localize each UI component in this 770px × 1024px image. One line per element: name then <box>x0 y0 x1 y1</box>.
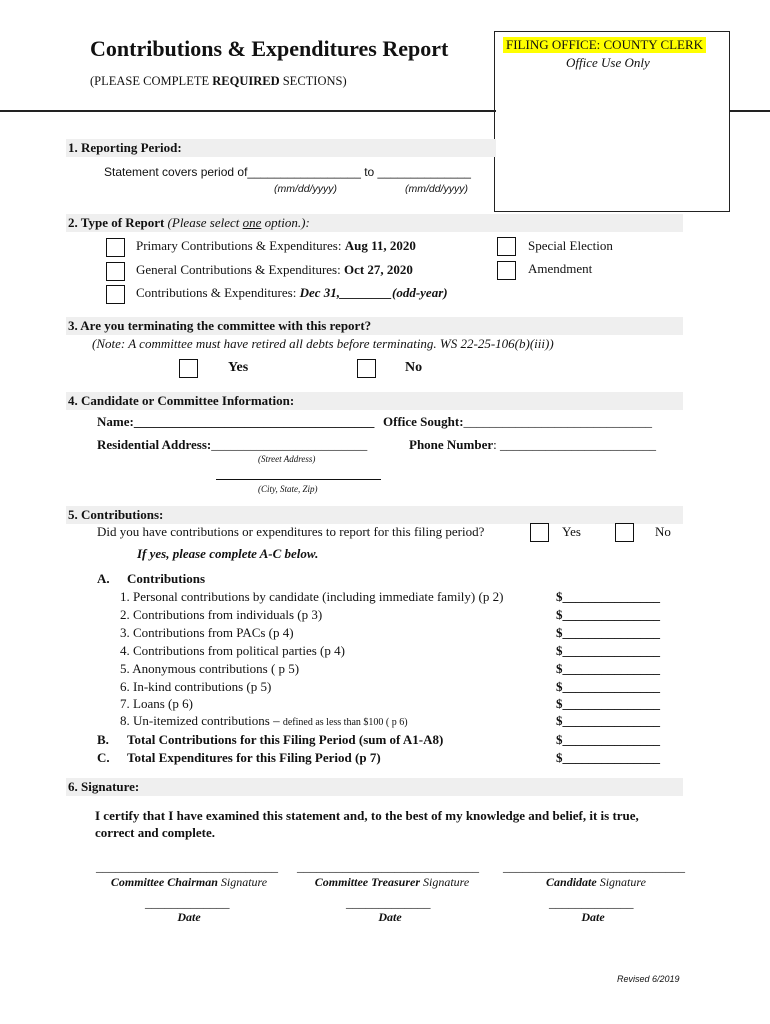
special-election-checkbox[interactable] <box>497 237 516 256</box>
section-a-label: A. <box>97 571 110 586</box>
contribution-item-1: 1. Personal contributions by candidate (including immediate family) (p 2) <box>120 589 504 604</box>
contributions-yes-checkbox[interactable] <box>530 523 549 542</box>
primary-checkbox[interactable] <box>106 238 125 257</box>
terminating-note: (Note: A committee must have retired all debts before terminating. WS 22-25-106(b)(iii)) <box>92 336 554 351</box>
treasurer-signature-caption: Committee Treasurer Signature <box>314 875 470 889</box>
candidate-date-line[interactable]: _____________ <box>549 895 634 910</box>
treasurer-date-line[interactable]: _____________ <box>346 895 431 910</box>
street-address-caption: (Street Address) <box>258 454 316 464</box>
candidate-signature-line[interactable]: ____________________________ <box>503 859 685 874</box>
report-subtitle: (PLEASE COMPLETE REQUIRED SECTIONS) <box>90 74 347 88</box>
amount-field-4[interactable]: $_______________ <box>556 643 660 658</box>
contribution-item-5: 5. Anonymous contributions ( p 5) <box>120 661 300 676</box>
total-contributions-label: Total Contributions for this Filing Period (sum of A1-A8) <box>127 732 444 747</box>
certification-line-1: I certify that I have examined this statement and, to the best of my knowledge and belief, it is true, <box>95 808 639 823</box>
section-2-heading: 2. Type of Report (Please select one option.): <box>66 214 683 232</box>
contributions-yes-label: Yes <box>562 524 581 539</box>
section-4-heading: 4. Candidate or Committee Information: <box>66 392 683 410</box>
section-5-heading: 5. Contributions: <box>66 506 683 524</box>
section-3-heading: 3. Are you terminating the committee with this report? <box>66 317 683 335</box>
total-expenditures-label: Total Expenditures for this Filing Period (p 7) <box>127 750 381 765</box>
terminate-yes-label: Yes <box>228 360 249 375</box>
section-1-heading: 1. Reporting Period: <box>66 139 496 157</box>
candidate-signature-caption: Candidate Signature <box>546 875 646 889</box>
filing-office-label: FILING OFFICE: COUNTY CLERK <box>503 37 706 53</box>
phone-number-field[interactable]: Phone Number: ________________________ <box>409 437 657 452</box>
contributions-no-label: No <box>655 524 671 539</box>
treasurer-date-caption: Date <box>378 910 402 924</box>
amount-field-2[interactable]: $_______________ <box>556 607 660 622</box>
amount-field-7[interactable]: $_______________ <box>556 696 660 711</box>
contribution-item-8: 8. Un-itemized contributions – defined as less than $100 ( p 6) <box>120 713 408 728</box>
contributions-no-checkbox[interactable] <box>615 523 634 542</box>
revision-date: Revised 6/2019 <box>617 974 680 984</box>
special-election-label: Special Election <box>528 238 613 253</box>
primary-option-label: Primary Contributions & Expenditures: Aug 11, 2020 <box>136 238 416 253</box>
period-start-format: (mm/dd/yyyy) <box>274 183 337 195</box>
amendment-label: Amendment <box>528 261 593 276</box>
treasurer-signature-line[interactable]: ____________________________ <box>297 859 479 874</box>
terminate-yes-checkbox[interactable] <box>179 359 198 378</box>
header-divider <box>0 110 496 112</box>
chairman-signature-line[interactable]: ____________________________ <box>96 859 278 874</box>
report-title: Contributions & Expenditures Report <box>90 36 449 61</box>
contribution-item-6: 6. In-kind contributions (p 5) <box>120 679 272 694</box>
contribution-item-2: 2. Contributions from individuals (p 3) <box>120 607 323 622</box>
amount-field-total-expenditures[interactable]: $_______________ <box>556 750 660 765</box>
residential-address-field[interactable]: Residential Address:________________________ <box>97 437 368 452</box>
section-6-heading: 6. Signature: <box>66 778 683 796</box>
odd-year-option-label: Contributions & Expenditures: Dec 31,________(odd-year) <box>136 285 448 300</box>
amount-field-5[interactable]: $_______________ <box>556 661 660 676</box>
name-field[interactable]: Name:_____________________________________ <box>97 414 375 429</box>
certification-line-2: correct and complete. <box>95 825 215 840</box>
contribution-item-3: 3. Contributions from PACs (p 4) <box>120 625 294 640</box>
if-yes-instruction: If yes, please complete A-C below. <box>137 546 319 561</box>
odd-year-checkbox[interactable] <box>106 285 125 304</box>
chairman-date-line[interactable]: _____________ <box>145 895 230 910</box>
amendment-checkbox[interactable] <box>497 261 516 280</box>
contribution-item-7: 7. Loans (p 6) <box>120 696 193 711</box>
amount-field-8[interactable]: $_______________ <box>556 713 660 728</box>
section-b-label: B. <box>97 732 109 747</box>
terminate-no-checkbox[interactable] <box>357 359 376 378</box>
header-divider-right <box>729 110 770 112</box>
chairman-signature-caption: Committee Chairman Signature <box>110 875 268 889</box>
amount-field-6[interactable]: $_______________ <box>556 679 660 694</box>
contribution-item-4: 4. Contributions from political parties (p 4) <box>120 643 345 658</box>
reporting-period-field[interactable]: Statement covers period of_________________ to ______________ <box>104 165 471 179</box>
section-a-title: Contributions <box>127 571 206 586</box>
terminate-no-label: No <box>405 360 423 375</box>
section-c-label: C. <box>97 750 110 765</box>
contributions-question: Did you have contributions or expenditures to report for this filing period? <box>97 524 485 539</box>
city-state-zip-caption: (City, State, Zip) <box>258 484 318 494</box>
general-option-label: General Contributions & Expenditures: Oct 27, 2020 <box>136 262 413 277</box>
office-use-label: Office Use Only <box>566 55 650 70</box>
period-end-format: (mm/dd/yyyy) <box>405 183 468 195</box>
amount-field-1[interactable]: $_______________ <box>556 589 660 604</box>
office-sought-field[interactable]: Office Sought:_____________________________ <box>383 414 653 429</box>
amount-field-total-contributions[interactable]: $_______________ <box>556 732 660 747</box>
chairman-date-caption: Date <box>177 910 201 924</box>
general-checkbox[interactable] <box>106 262 125 281</box>
city-state-zip-line[interactable] <box>216 479 381 480</box>
amount-field-3[interactable]: $_______________ <box>556 625 660 640</box>
candidate-date-caption: Date <box>581 910 605 924</box>
